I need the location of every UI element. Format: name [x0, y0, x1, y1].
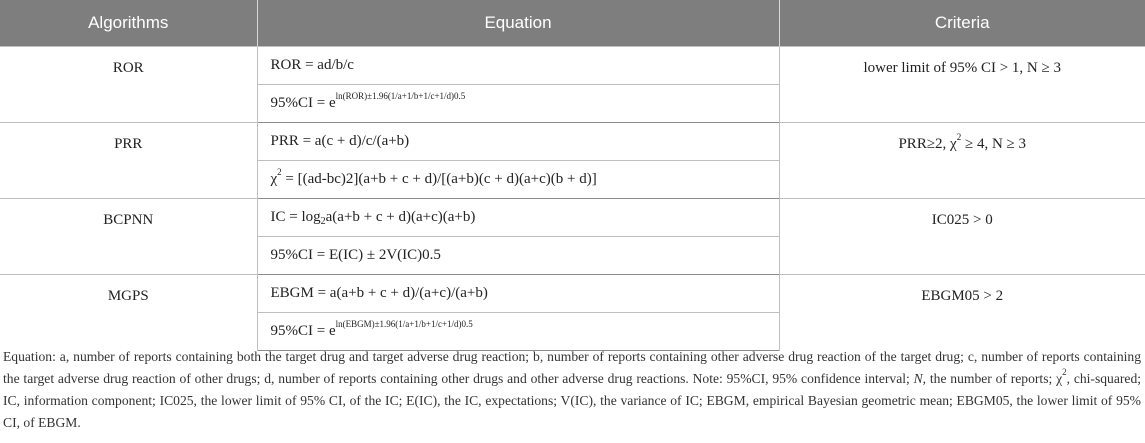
equation-cell: $95\%CI = e^{ln(ROR)\pm 1.96(1/a+1/b+1/c+1/d)0.5}$ [257, 85, 779, 123]
criteria-cell: IC025 > 0 [779, 199, 1145, 275]
algorithm-cell: ROR [0, 47, 257, 123]
algorithm-cell: BCPNN [0, 199, 257, 275]
equation-cell: $95\%CI = e^{ln(EBGM)\pm 1.96(1/a+1/b+1/c+1/d)0.5}$ [257, 313, 779, 351]
table-row [0, 275, 1145, 313]
header-criteria: Criteria [779, 0, 1145, 47]
equation-cell: 95%CI = E(IC) ± 2V(IC)0.5 [257, 237, 779, 275]
equation-cell: PRR = a(c + d)/c/(a+b) [257, 123, 779, 161]
equation-cell: ROR = ad/b/c [257, 47, 779, 85]
header-equation: Equation [257, 0, 779, 47]
table-footnote: Equation: a, number of reports containing both the target drug and target adverse drug reaction; b, number of reports containing other adverse drug reaction of the target drug; c, number of reports containing the target adverse drug reaction of other drugs; d, number of reports containing other drugs and other adverse drug reactions. Note: 95%CI, 95% confidence interval; N, the number of reports; $\chi^2$, chi-squared; IC, information component; IC025, the lower limit of 95% CI, of the IC; E(IC), the IC, expectations; V(IC), the variance of IC; EBGM, empirical Bayesian geometric mean; EBGM05, the lower limit of 95% CI, of EBGM. [3, 349, 1142, 430]
criteria-cell: lower limit of 95% CI > 1, N ≥ 3 [779, 47, 1145, 123]
header-algorithms: Algorithms [0, 0, 257, 47]
equation-cell: IC = $\log_2a(a+b + c + d)(a+c)(a+b)$ [257, 199, 779, 237]
table-row [0, 199, 1145, 237]
equation-cell: $\chi^2 = [(ad-bc)2](a+b + c + d)/[(a+b)(c + d)(a+c)(b + d)]$ [257, 161, 779, 199]
table-row [0, 123, 1145, 161]
criteria-cell: PRR≥2, $\chi^2 \ge 4$, N ≥ 3 [779, 123, 1145, 199]
criteria-cell: EBGM05 > 2 [779, 275, 1145, 351]
algorithm-cell: MGPS [0, 275, 257, 351]
equation-cell: EBGM = a(a+b + c + d)/(a+c)/(a+b) [257, 275, 779, 313]
algorithm-cell: PRR [0, 123, 257, 199]
header-row [0, 0, 1145, 47]
table-row [0, 47, 1145, 85]
